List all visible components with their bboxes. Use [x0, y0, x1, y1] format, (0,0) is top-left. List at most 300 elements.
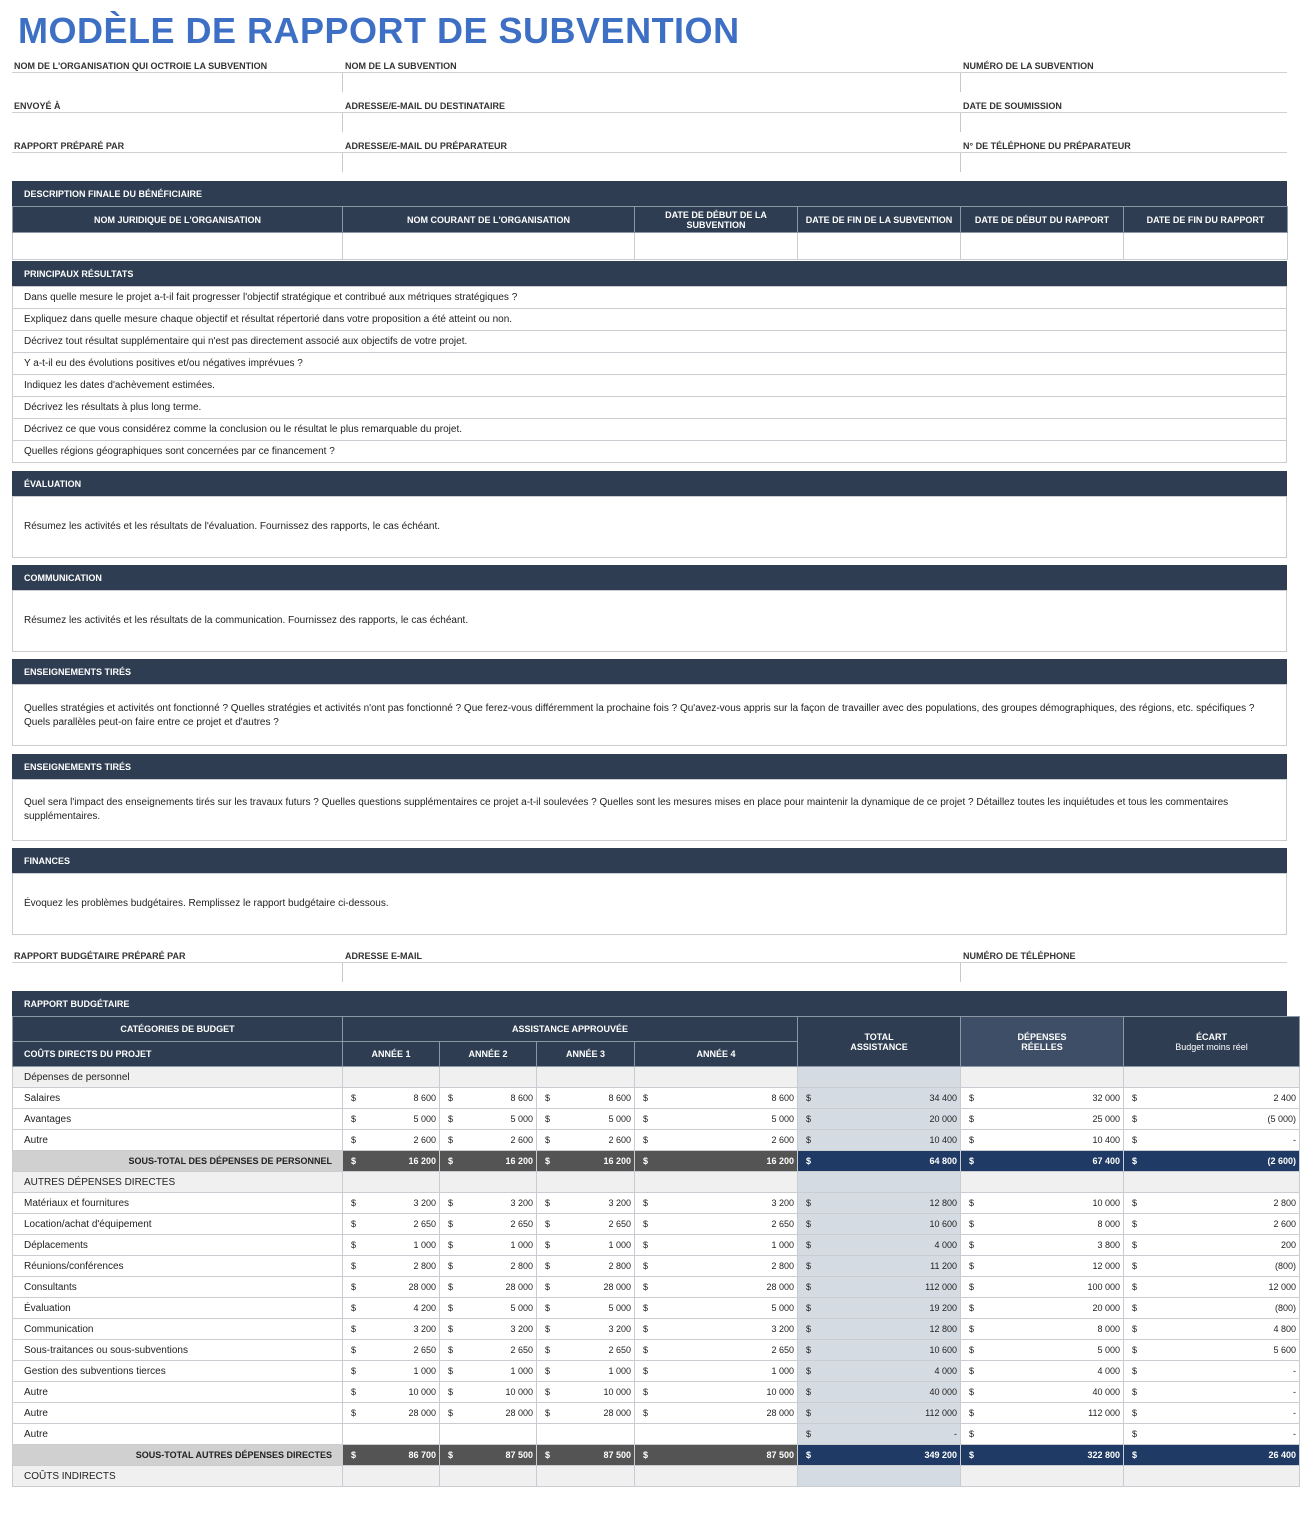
field-divider: [960, 113, 961, 132]
info-field[interactable]: [12, 152, 342, 153]
currency-symbol: $: [1132, 1387, 1138, 1397]
amount-cell[interactable]: [537, 1361, 635, 1382]
info-field[interactable]: [342, 962, 960, 963]
amount-value: 67 400: [1092, 1156, 1121, 1166]
empty-cell: [440, 1172, 537, 1193]
input-cell[interactable]: [961, 233, 1124, 260]
currency-symbol: $: [1132, 1135, 1138, 1145]
currency-symbol: $: [806, 1303, 812, 1313]
info-field[interactable]: [342, 112, 960, 113]
amount-cell[interactable]: [635, 1340, 798, 1361]
amount-cell[interactable]: [343, 1319, 440, 1340]
amount-value: 2 400: [1273, 1093, 1297, 1103]
empty-cell: [798, 1172, 961, 1193]
amount-cell[interactable]: [798, 1445, 961, 1466]
amount-cell[interactable]: [961, 1151, 1124, 1172]
amount-cell[interactable]: [440, 1361, 537, 1382]
currency-symbol: $: [448, 1114, 454, 1124]
currency-symbol: $: [806, 1429, 812, 1439]
currency-symbol: $: [806, 1408, 812, 1418]
currency-symbol: $: [969, 1156, 975, 1166]
info-label: NOM DE L'ORGANISATION QUI OCTROIE LA SUBVENTION: [14, 61, 268, 71]
input-cell[interactable]: [798, 233, 961, 260]
info-field[interactable]: [342, 72, 960, 73]
empty-cell: [343, 1172, 440, 1193]
spent-label: DÉPENSES: [1017, 1031, 1067, 1042]
result-question[interactable]: Quelles régions géographiques sont concernées par ce financement ?: [13, 441, 1287, 463]
currency-symbol: $: [643, 1114, 649, 1124]
amount-cell[interactable]: [440, 1424, 537, 1445]
amount-cell[interactable]: [537, 1382, 635, 1403]
currency-symbol: $: [643, 1156, 649, 1166]
amount-cell[interactable]: [961, 1256, 1124, 1277]
result-question[interactable]: Expliquez dans quelle mesure chaque objectif et résultat répertorié dans votre proposition a été atteint ou non.: [13, 309, 1287, 331]
info-label: ADRESSE/E-MAIL DU DESTINATAIRE: [345, 101, 506, 111]
currency-symbol: $: [1132, 1240, 1138, 1250]
amount-cell[interactable]: [1124, 1403, 1300, 1424]
amount-value: 5 000: [510, 1303, 533, 1313]
empty-cell: [635, 1067, 798, 1088]
amount-cell[interactable]: [343, 1382, 440, 1403]
currency-symbol: $: [806, 1282, 812, 1292]
currency-symbol: $: [351, 1324, 357, 1334]
amount-cell[interactable]: [1124, 1382, 1300, 1403]
amount-value: 28 000: [505, 1282, 533, 1292]
amount-value: 322 800: [1087, 1450, 1121, 1460]
amount-value: 28 000: [766, 1282, 795, 1292]
budget-line-item: Autre: [13, 1130, 343, 1151]
empty-cell: [635, 1172, 798, 1193]
amount-value: 1 000: [608, 1366, 631, 1376]
currency-symbol: $: [806, 1387, 812, 1397]
amount-value: 2 600: [771, 1135, 795, 1145]
amount-cell[interactable]: [798, 1298, 961, 1319]
empty-cell: [1124, 1172, 1300, 1193]
amount-cell[interactable]: [537, 1214, 635, 1235]
amount-value: 3 200: [510, 1324, 533, 1334]
amount-cell[interactable]: [635, 1088, 798, 1109]
amount-cell[interactable]: [635, 1214, 798, 1235]
amount-cell[interactable]: [798, 1214, 961, 1235]
amount-value: 4 000: [1097, 1366, 1121, 1376]
budget-line-item: Réunions/conférences: [13, 1256, 343, 1277]
amount-cell[interactable]: [1124, 1445, 1300, 1466]
currency-symbol: $: [545, 1093, 551, 1103]
currency-symbol: $: [448, 1387, 454, 1397]
info-field[interactable]: [12, 72, 342, 73]
currency-symbol: $: [969, 1198, 975, 1208]
amount-cell[interactable]: [440, 1298, 537, 1319]
amount-value: 2 650: [413, 1345, 436, 1355]
amount-cell[interactable]: [440, 1130, 537, 1151]
amount-cell[interactable]: [1124, 1235, 1300, 1256]
amount-cell[interactable]: [343, 1298, 440, 1319]
amount-cell[interactable]: [798, 1130, 961, 1151]
amount-cell[interactable]: [961, 1319, 1124, 1340]
empty-cell: [635, 1466, 798, 1487]
amount-cell[interactable]: [961, 1361, 1124, 1382]
currency-symbol: $: [969, 1093, 975, 1103]
amount-cell[interactable]: [343, 1235, 440, 1256]
currency-symbol: $: [545, 1345, 551, 1355]
amount-value: -: [954, 1429, 958, 1439]
amount-cell[interactable]: [537, 1151, 635, 1172]
info-field[interactable]: [12, 962, 342, 963]
amount-cell[interactable]: [440, 1088, 537, 1109]
amount-cell[interactable]: [1124, 1277, 1300, 1298]
amount-cell[interactable]: [635, 1424, 798, 1445]
currency-symbol: $: [1132, 1303, 1138, 1313]
amount-cell[interactable]: [440, 1277, 537, 1298]
amount-cell[interactable]: [798, 1088, 961, 1109]
amount-value: 28 000: [766, 1408, 795, 1418]
amount-cell[interactable]: [537, 1088, 635, 1109]
amount-cell[interactable]: [1124, 1130, 1300, 1151]
currency-symbol: $: [643, 1219, 649, 1229]
column-header: COÛTS DIRECTS DU PROJET: [13, 1042, 343, 1067]
budget-line-item: Avantages: [13, 1109, 343, 1130]
amount-cell[interactable]: [1124, 1361, 1300, 1382]
amount-cell[interactable]: [440, 1109, 537, 1130]
info-field[interactable]: [342, 152, 960, 153]
currency-symbol: $: [643, 1450, 649, 1460]
amount-cell[interactable]: [798, 1340, 961, 1361]
empty-cell: [537, 1466, 635, 1487]
amount-value: 5 000: [510, 1114, 533, 1124]
amount-cell[interactable]: [961, 1424, 1124, 1445]
result-question[interactable]: Décrivez tout résultat supplémentaire qui n'est pas directement associé aux objectifs de votre projet.: [13, 331, 1287, 353]
currency-symbol: $: [351, 1366, 357, 1376]
amount-cell[interactable]: [798, 1235, 961, 1256]
amount-cell[interactable]: [961, 1214, 1124, 1235]
variance-sublabel: Budget moins réel: [1175, 1041, 1248, 1052]
amount-value: 12 800: [929, 1198, 958, 1208]
amount-value: 11 200: [930, 1261, 958, 1271]
amount-cell[interactable]: [1124, 1319, 1300, 1340]
column-header: DATE DE DÉBUT DU RAPPORT: [961, 207, 1124, 233]
amount-cell[interactable]: [798, 1277, 961, 1298]
amount-value: 2 600: [608, 1135, 631, 1145]
amount-cell[interactable]: [440, 1382, 537, 1403]
amount-cell[interactable]: [343, 1256, 440, 1277]
amount-cell[interactable]: [1124, 1088, 1300, 1109]
amount-cell[interactable]: [1124, 1214, 1300, 1235]
amount-cell[interactable]: [440, 1340, 537, 1361]
result-question[interactable]: Décrivez les résultats à plus long terme.: [13, 397, 1287, 419]
info-field[interactable]: [12, 112, 342, 113]
currency-symbol: $: [643, 1135, 649, 1145]
amount-cell[interactable]: [537, 1403, 635, 1424]
input-cell[interactable]: [635, 233, 798, 260]
amount-cell[interactable]: [537, 1424, 635, 1445]
currency-symbol: $: [351, 1261, 357, 1271]
amount-cell[interactable]: [537, 1256, 635, 1277]
currency-symbol: $: [1132, 1450, 1138, 1460]
budget-line-item: Consultants: [13, 1277, 343, 1298]
amount-cell[interactable]: [635, 1193, 798, 1214]
currency-symbol: $: [969, 1450, 975, 1460]
amount-cell[interactable]: [961, 1088, 1124, 1109]
amount-value: 8 000: [1097, 1219, 1121, 1229]
amount-cell[interactable]: [961, 1298, 1124, 1319]
amount-value: 4 000: [934, 1366, 958, 1376]
amount-cell[interactable]: [343, 1214, 440, 1235]
amount-cell[interactable]: [1124, 1340, 1300, 1361]
amount-value: 1 000: [771, 1240, 795, 1250]
amount-cell[interactable]: [635, 1130, 798, 1151]
amount-cell[interactable]: [343, 1403, 440, 1424]
input-cell[interactable]: [343, 233, 635, 260]
currency-symbol: $: [1132, 1282, 1138, 1292]
info-field[interactable]: [960, 112, 1287, 113]
amount-value: 10 400: [1092, 1135, 1121, 1145]
amount-cell[interactable]: [635, 1319, 798, 1340]
amount-cell[interactable]: [798, 1256, 961, 1277]
amount-value: 3 200: [510, 1198, 533, 1208]
amount-value: 2 600: [413, 1135, 436, 1145]
amount-cell[interactable]: [440, 1256, 537, 1277]
amount-cell[interactable]: [961, 1340, 1124, 1361]
amount-cell[interactable]: [961, 1235, 1124, 1256]
amount-value: -: [1293, 1387, 1297, 1397]
amount-cell[interactable]: [635, 1151, 798, 1172]
category-label: Dépenses de personnel: [13, 1067, 343, 1088]
amount-cell[interactable]: [440, 1235, 537, 1256]
amount-cell[interactable]: [798, 1424, 961, 1445]
section-prompt: Quelles stratégies et activités ont fonctionné ? Quelles stratégies et activités n'ont pas fonctionné ? Que ferez-vous différemment la prochaine fois ? Qu'avez-vous appris sur la façon de travailler avec des populations, des groupes démographiques, des régions, etc. spécifiques ? Quels parallèles peut-on faire entre ce projet et d'autres ?: [24, 703, 1255, 728]
amount-value: 4 200: [413, 1303, 436, 1313]
empty-cell: [343, 1067, 440, 1088]
amount-cell[interactable]: [1124, 1151, 1300, 1172]
amount-cell[interactable]: [961, 1109, 1124, 1130]
amount-cell[interactable]: [635, 1235, 798, 1256]
amount-value: 10 000: [603, 1387, 631, 1397]
currency-symbol: $: [448, 1324, 454, 1334]
amount-cell[interactable]: [537, 1277, 635, 1298]
empty-cell: [1124, 1067, 1300, 1088]
amount-cell[interactable]: [1124, 1109, 1300, 1130]
result-question[interactable]: Dans quelle mesure le projet a-t-il fait progresser l'objectif stratégique et contribué aux métriques stratégiques ?: [13, 287, 1287, 309]
amount-value: 2 650: [608, 1345, 631, 1355]
amount-cell[interactable]: [798, 1403, 961, 1424]
amount-cell[interactable]: [635, 1361, 798, 1382]
amount-value: 10 600: [929, 1219, 958, 1229]
result-question[interactable]: Décrivez ce que vous considérez comme la conclusion ou le résultat le plus remarquable du projet.: [13, 419, 1287, 441]
info-field[interactable]: [960, 72, 1287, 73]
amount-cell[interactable]: [961, 1445, 1124, 1466]
amount-value: -: [1293, 1135, 1297, 1145]
currency-symbol: $: [448, 1450, 454, 1460]
amount-cell[interactable]: [537, 1109, 635, 1130]
amount-cell[interactable]: [343, 1424, 440, 1445]
field-divider: [342, 113, 343, 132]
amount-value: 5 000: [608, 1303, 631, 1313]
amount-cell[interactable]: [1124, 1298, 1300, 1319]
amount-cell[interactable]: [343, 1361, 440, 1382]
amount-value: 2 650: [771, 1345, 795, 1355]
amount-cell[interactable]: [440, 1193, 537, 1214]
amount-cell[interactable]: [635, 1445, 798, 1466]
section-header: RAPPORT BUDGÉTAIRE: [12, 991, 1287, 1016]
amount-value: 5 000: [413, 1114, 436, 1124]
currency-symbol: $: [545, 1303, 551, 1313]
amount-cell[interactable]: [798, 1319, 961, 1340]
amount-cell[interactable]: [635, 1109, 798, 1130]
amount-cell[interactable]: [343, 1193, 440, 1214]
amount-cell[interactable]: [343, 1151, 440, 1172]
amount-cell[interactable]: [343, 1109, 440, 1130]
result-question[interactable]: Indiquez les dates d'achèvement estimées.: [13, 375, 1287, 397]
empty-cell: [961, 1466, 1124, 1487]
amount-cell[interactable]: [537, 1193, 635, 1214]
info-label: N° DE TÉLÉPHONE DU PRÉPARATEUR: [963, 141, 1131, 151]
amount-cell[interactable]: [343, 1130, 440, 1151]
input-cell[interactable]: [1124, 233, 1288, 260]
amount-value: 3 200: [413, 1324, 436, 1334]
amount-value: 2 800: [413, 1261, 436, 1271]
section-header: ENSEIGNEMENTS TIRÉS: [12, 659, 1287, 684]
field-divider: [342, 153, 343, 172]
currency-symbol: $: [643, 1366, 649, 1376]
section-prompt: Résumez les activités et les résultats de la communication. Fournissez des rapports, le cas échéant.: [24, 615, 469, 626]
amount-cell[interactable]: [343, 1340, 440, 1361]
amount-cell[interactable]: [1124, 1256, 1300, 1277]
currency-symbol: $: [545, 1240, 551, 1250]
amount-cell[interactable]: [1124, 1193, 1300, 1214]
amount-value: 1 000: [771, 1366, 795, 1376]
currency-symbol: $: [545, 1261, 551, 1271]
currency-symbol: $: [806, 1261, 812, 1271]
amount-cell[interactable]: [798, 1193, 961, 1214]
amount-cell[interactable]: [961, 1130, 1124, 1151]
amount-value: 28 000: [408, 1282, 436, 1292]
section-prompt: Évoquez les problèmes budgétaires. Remplissez le rapport budgétaire ci-dessous.: [24, 898, 389, 909]
currency-symbol: $: [969, 1135, 975, 1145]
amount-cell[interactable]: [537, 1445, 635, 1466]
budget-line-item: Sous-traitances ou sous-subventions: [13, 1340, 343, 1361]
currency-symbol: $: [545, 1198, 551, 1208]
budget-line-item: Communication: [13, 1319, 343, 1340]
amount-cell[interactable]: [537, 1319, 635, 1340]
amount-value: 28 000: [505, 1408, 533, 1418]
amount-value: 2 800: [510, 1261, 533, 1271]
amount-value: 2 800: [771, 1261, 795, 1271]
amount-cell[interactable]: [798, 1151, 961, 1172]
section-prompt: Résumez les activités et les résultats de l'évaluation. Fournissez des rapports, le cas échéant.: [24, 521, 441, 532]
amount-cell[interactable]: [798, 1382, 961, 1403]
amount-cell[interactable]: [1124, 1424, 1300, 1445]
currency-symbol: $: [806, 1366, 812, 1376]
amount-cell[interactable]: [961, 1277, 1124, 1298]
column-header: [798, 1017, 961, 1067]
amount-cell[interactable]: [537, 1235, 635, 1256]
amount-value: 3 200: [771, 1324, 795, 1334]
currency-symbol: $: [448, 1366, 454, 1376]
currency-symbol: $: [1132, 1345, 1138, 1355]
amount-value: 1 000: [608, 1240, 631, 1250]
currency-symbol: $: [545, 1114, 551, 1124]
amount-cell[interactable]: [798, 1361, 961, 1382]
empty-cell: [798, 1067, 961, 1088]
budget-line-item: Évaluation: [13, 1298, 343, 1319]
field-divider: [342, 73, 343, 92]
currency-symbol: $: [969, 1429, 975, 1439]
info-label: RAPPORT BUDGÉTAIRE PRÉPARÉ PAR: [14, 951, 186, 961]
amount-value: 12 000: [1268, 1282, 1297, 1292]
amount-value: 12 800: [929, 1324, 958, 1334]
amount-cell[interactable]: [343, 1277, 440, 1298]
amount-cell[interactable]: [537, 1298, 635, 1319]
amount-cell[interactable]: [537, 1130, 635, 1151]
currency-symbol: $: [448, 1093, 454, 1103]
currency-symbol: $: [969, 1282, 975, 1292]
amount-value: -: [1293, 1429, 1297, 1439]
currency-symbol: $: [1132, 1219, 1138, 1229]
amount-cell[interactable]: [440, 1403, 537, 1424]
currency-symbol: $: [1132, 1156, 1138, 1166]
spent-label: RÉELLES: [1021, 1041, 1063, 1052]
currency-symbol: $: [806, 1135, 812, 1145]
amount-cell[interactable]: [961, 1403, 1124, 1424]
page-title: MODÈLE DE RAPPORT DE SUBVENTION: [18, 10, 740, 51]
amount-cell[interactable]: [635, 1403, 798, 1424]
amount-cell[interactable]: [440, 1319, 537, 1340]
amount-value: 28 000: [603, 1282, 631, 1292]
amount-cell[interactable]: [635, 1256, 798, 1277]
empty-cell: [537, 1172, 635, 1193]
info-label: ADRESSE/E-MAIL DU PRÉPARATEUR: [345, 141, 508, 151]
input-cell[interactable]: [13, 233, 343, 260]
amount-value: 16 200: [408, 1156, 436, 1166]
currency-symbol: $: [1132, 1093, 1138, 1103]
amount-cell[interactable]: [440, 1214, 537, 1235]
amount-cell[interactable]: [343, 1088, 440, 1109]
subtotal-label: SOUS-TOTAL AUTRES DÉPENSES DIRECTES: [13, 1445, 343, 1466]
currency-symbol: $: [351, 1240, 357, 1250]
amount-cell[interactable]: [961, 1193, 1124, 1214]
field-divider: [960, 153, 961, 172]
amount-cell[interactable]: [961, 1382, 1124, 1403]
amount-cell[interactable]: [798, 1109, 961, 1130]
amount-cell[interactable]: [537, 1340, 635, 1361]
currency-symbol: $: [1132, 1114, 1138, 1124]
results-list: [12, 286, 1287, 463]
amount-value: 2 800: [608, 1261, 631, 1271]
info-field[interactable]: [960, 152, 1287, 153]
amount-value: 86 700: [408, 1450, 436, 1460]
currency-symbol: $: [969, 1114, 975, 1124]
column-header: DATE DE DÉBUT DE LA SUBVENTION: [635, 207, 798, 233]
currency-symbol: $: [806, 1240, 812, 1250]
amount-cell[interactable]: [635, 1277, 798, 1298]
info-field[interactable]: [960, 962, 1287, 963]
amount-cell[interactable]: [343, 1445, 440, 1466]
amount-cell[interactable]: [635, 1382, 798, 1403]
amount-cell[interactable]: [440, 1151, 537, 1172]
currency-symbol: $: [351, 1156, 357, 1166]
amount-value: 5 000: [1097, 1345, 1121, 1355]
amount-cell[interactable]: [635, 1298, 798, 1319]
amount-value: 10 000: [408, 1387, 436, 1397]
result-question[interactable]: Y a-t-il eu des évolutions positives et/ou négatives imprévues ?: [13, 353, 1287, 375]
currency-symbol: $: [969, 1324, 975, 1334]
amount-value: 40 000: [929, 1387, 958, 1397]
amount-value: 1 000: [510, 1366, 533, 1376]
amount-cell[interactable]: [440, 1445, 537, 1466]
currency-symbol: $: [448, 1408, 454, 1418]
field-divider: [342, 963, 343, 982]
currency-symbol: $: [969, 1345, 975, 1355]
